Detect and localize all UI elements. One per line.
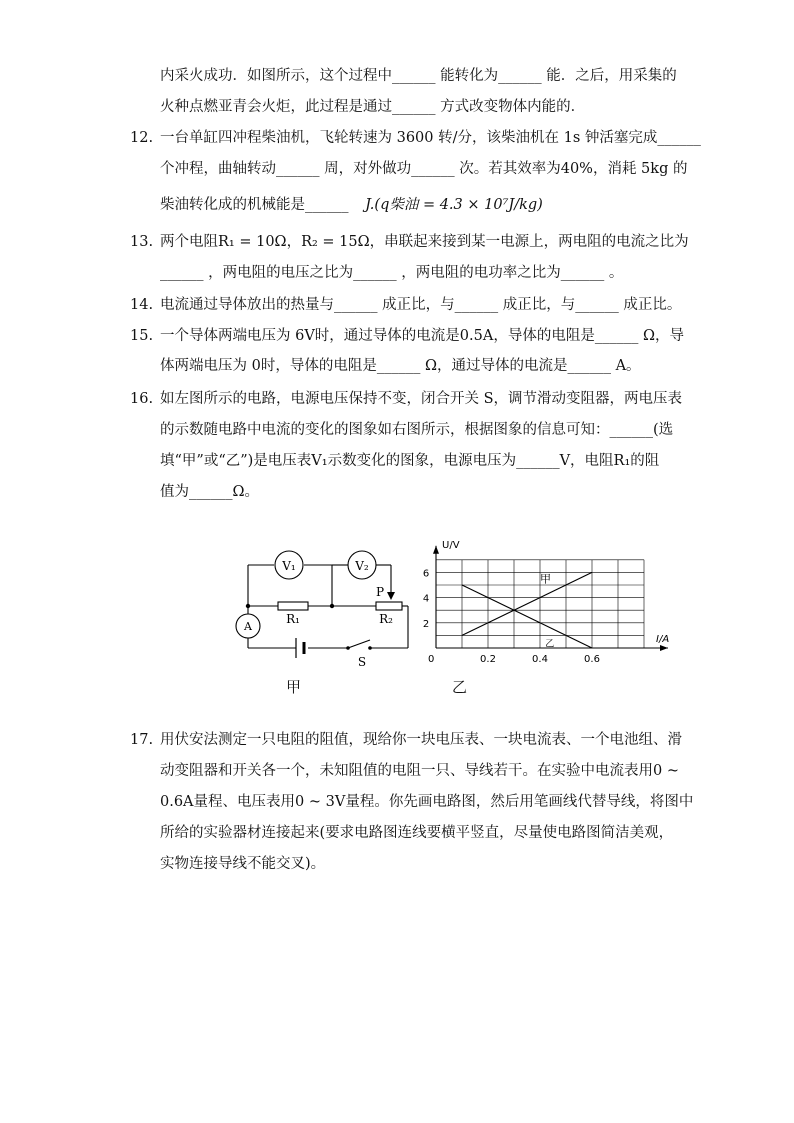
q15-line-1: 一个导体两端电压为 6V时，通过导体的电流是0.5A，导体的电阻是______ Ω，导	[160, 328, 684, 344]
switch-contact-right	[368, 646, 372, 650]
x-axis-label: I/A	[656, 634, 670, 645]
series-line-jia	[462, 572, 592, 635]
figure-svg	[236, 530, 670, 700]
switch-contact-left	[346, 646, 350, 650]
q13-number: 13.	[130, 234, 154, 250]
slider-arrow-p	[387, 592, 395, 600]
q16-line-4: 值为______Ω。	[160, 484, 260, 500]
y-axis-label: U/V	[442, 539, 460, 551]
x-tick-label: 0.6	[584, 654, 600, 665]
q15-line-2: 体两端电压为 0时，导体的电阻是______ Ω，通过导体的电流是______ A。	[160, 358, 641, 374]
label-r1: R₁	[286, 612, 300, 626]
q17-line-5: 实物连接导线不能交叉)。	[160, 856, 326, 872]
q14-number: 14.	[130, 297, 154, 313]
q11-line-1: 内采火成功．如图所示，这个过程中______ 能转化为______ 能．之后，用采集的	[160, 68, 677, 84]
label-ammeter: A	[244, 620, 252, 633]
resistor-r1-icon	[278, 602, 308, 610]
q16-line-1: 如左图所示的电路，电源电压保持不变，闭合开关 S，调节滑动变阻器，两电压表	[160, 391, 683, 407]
q12-line-3-text: 柴油转化成的机械能是______	[160, 197, 349, 213]
y-tick-label: 4	[422, 593, 430, 605]
series-label-yi: 乙	[545, 639, 555, 650]
y-tick-label: 6	[422, 568, 430, 580]
label-v2: V₂	[355, 559, 369, 573]
junction-dot-mid	[330, 604, 334, 608]
label-slider-p: P	[375, 585, 385, 599]
q17-line-2: 动变阻器和开关各一个，未知阻值的电阻一只、导线若干。在实验中电流表用0 ~	[160, 763, 679, 779]
series-label-jia: 甲	[540, 572, 551, 586]
switch-blade	[348, 640, 370, 648]
series-line-yi	[462, 585, 592, 648]
q12-line-2: 个冲程，曲轴转动______ 周，对外做功______ 次。若其效率为40%，消耗 5kg 的	[160, 161, 688, 177]
label-r2: R₂	[379, 612, 393, 626]
q12-formula: J.(q柴油 = 4.3 × 10⁷J/kg)	[365, 197, 543, 213]
x-tick-label: 0.4	[532, 654, 548, 665]
caption-yi: 乙	[452, 678, 468, 696]
q12-line-1: 一台单缸四冲程柴油机，飞轮转速为 3600 转/分，该柴油机在 1s 钟活塞完成______	[160, 130, 701, 146]
rheostat-r2-icon	[376, 602, 402, 610]
y-tick-label: 2	[422, 618, 430, 630]
y-axis-arrow-icon	[433, 546, 439, 554]
u-i-graph	[423, 540, 670, 665]
x-tick-label: 0.2	[480, 654, 496, 665]
q11-line-2: 火种点燃亚青会火炬，此过程是通过______ 方式改变物体内能的．	[160, 99, 586, 115]
junction-dot-left	[246, 604, 250, 608]
x-axis-arrow-icon	[660, 645, 668, 651]
q16-number: 16.	[130, 391, 154, 407]
caption-jia: 甲	[286, 678, 302, 696]
q17-line-4: 所给的实验器材连接起来(要求电路图连线要横平竖直，尽量使电路图简洁美观，	[160, 825, 674, 841]
label-v1: V₁	[282, 559, 296, 573]
q13-line-2: ______ ，两电阻的电压之比为______ ，两电阻的电功率之比为______ 。	[160, 265, 624, 281]
q17-line-3: 0.6A量程、电压表用0 ~ 3V量程。你先画电路图，然后用笔画线代替导线，将图中	[160, 794, 694, 810]
q16-line-2: 的示数随电路中电流的变化的图象如右图所示，根据图象的信息可知：______(选	[160, 422, 674, 438]
q12-line-3	[160, 195, 543, 215]
q17-number: 17.	[130, 732, 154, 748]
q15-number: 15.	[130, 328, 154, 344]
q17-line-1: 用伏安法测定一只电阻的阻值，现给你一块电压表、一块电流表、一个电池组、滑	[160, 732, 682, 748]
q13-line-1: 两个电阻R₁ = 10Ω，R₂ = 15Ω，串联起来接到某一电源上，两电阻的电流之比为	[160, 234, 689, 250]
q14-line-1: 电流通过导体放出的热量与______ 成正比，与______ 成正比，与______ 成正比。	[160, 297, 682, 313]
origin-label: 0	[428, 654, 435, 665]
label-switch-s: S	[357, 655, 367, 669]
q16-line-3: 填“甲”或“乙”)是电压表V₁示数变化的图象，电源电压为______V，电阻R₁的阻	[160, 453, 660, 469]
q12-number: 12.	[130, 130, 154, 146]
